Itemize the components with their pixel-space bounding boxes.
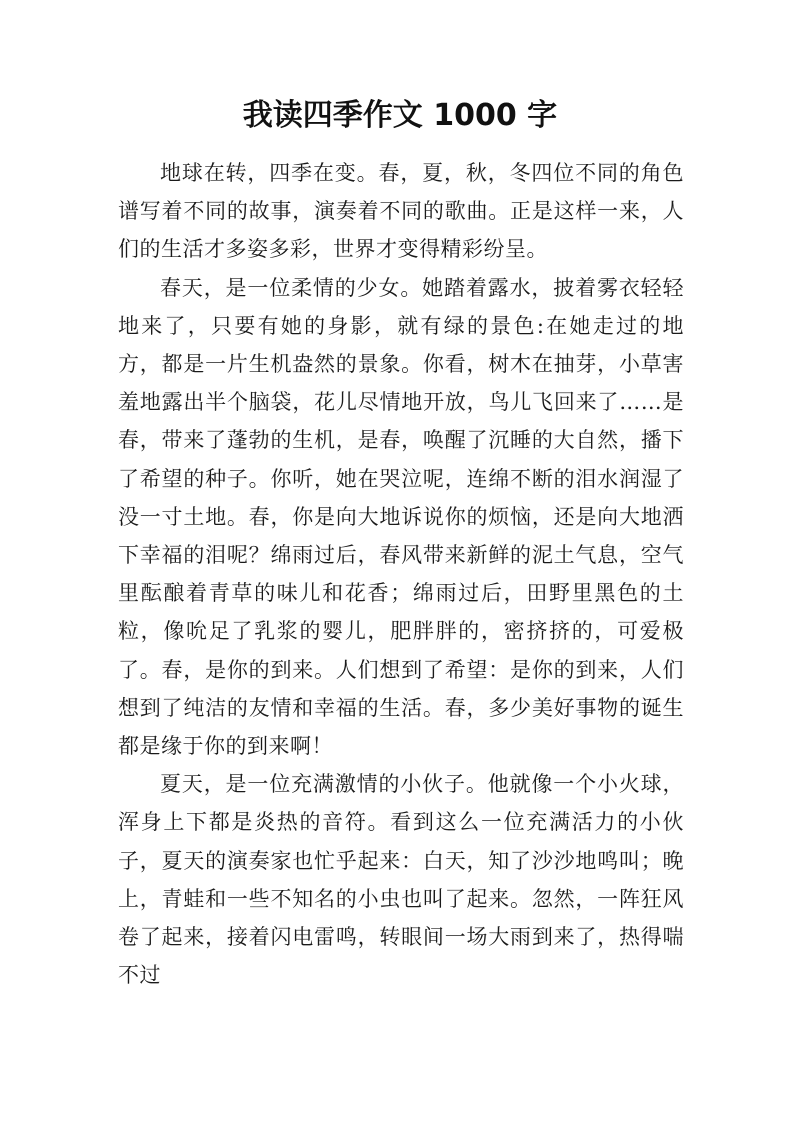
paragraph-spring: 春天，是一位柔情的少女。她踏着露水，披着雾衣轻轻地来了，只要有她的身影，就有绿的景色:在她走过的地方，都是一片生机盎然的景象。你看，树木在抽芽，小草害羞地露出半个脑袋，花儿尽情地开放，鸟儿飞回来了……是春，带来了蓬勃的生机，是春，唤醒了沉睡的大自然，播下了希望的种子。你听，她在哭泣呢，连绵不断的泪水润湿了没一寸土地。春，你是向大地诉说你的烦恼，还是向大地洒下幸福的泪呢？绵雨过后，春风带来新鲜的泥土气息，空气里酝酿着青草的味儿和花香；绵雨过后，田野里黑色的土粒，像吮足了乳浆的婴儿，肥胖胖的，密挤挤的，可爱极了。春，是你的到来。人们想到了希望：是你的到来，人们想到了纯洁的友情和幸福的生活。春，多少美好事物的诞生都是缘于你的到来啊！ <box>118 275 684 759</box>
document-body <box>118 154 684 994</box>
paragraph-summer: 夏天，是一位充满激情的小伙子。他就像一个小火球，浑身上下都是炎热的音符。看到这么一位充满活力的小伙子，夏天的演奏家也忙乎起来：白天，知了沙沙地鸣叫；晚上，青蛙和一些不知名的小虫也叫了起来。忽然，一阵狂风卷了起来，接着闪电雷鸣，转眼间一场大雨到来了，热得喘不过 <box>118 772 684 988</box>
paragraph-intro: 地球在转，四季在变。春，夏，秋，冬四位不同的角色谱写着不同的故事，演奏着不同的歌曲。正是这样一来，人们的生活才多姿多彩，世界才变得精彩纷呈。 <box>118 161 684 262</box>
document-title: 我读四季作文 1000 字 <box>242 98 558 133</box>
